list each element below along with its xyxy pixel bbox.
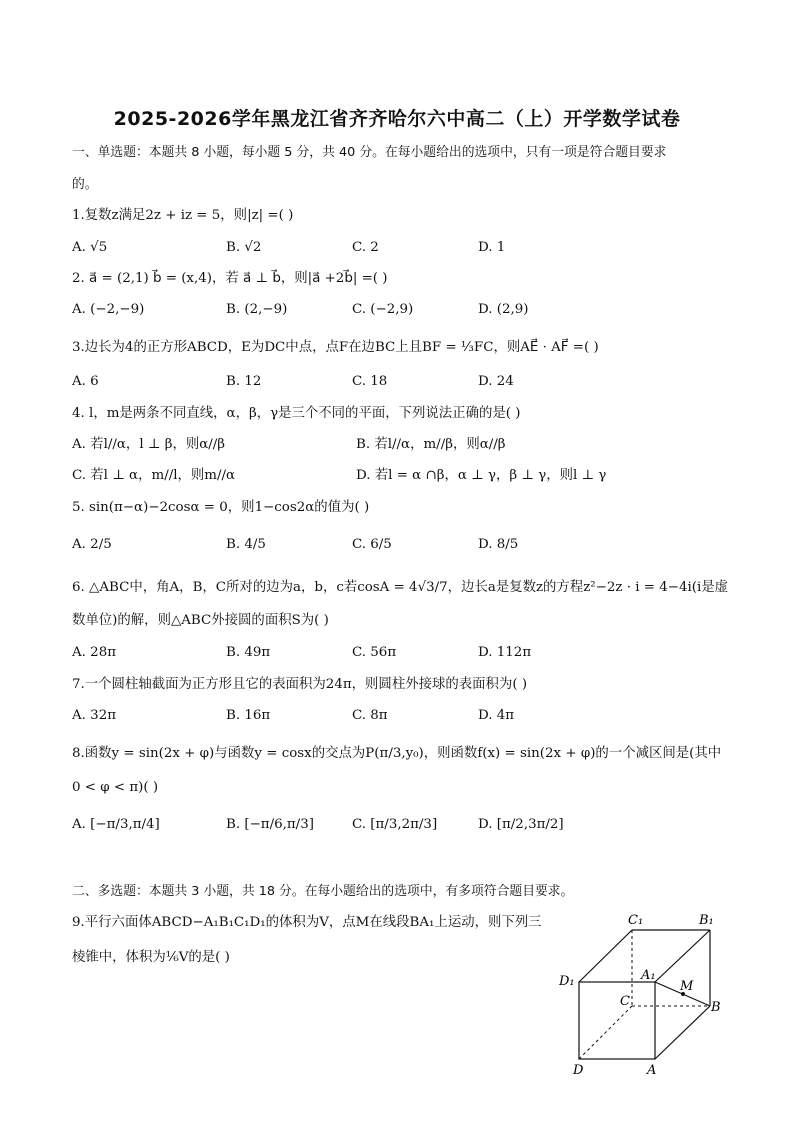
- label-a: A: [647, 1063, 657, 1078]
- question-8-stem: 8.函数y = sin(2x + φ)与函数y = cosx的交点为P(π/3,y₀)，则函数f(x) = sin(2x + φ)的一个减区间是(其中: [72, 746, 722, 761]
- option-b[interactable]: B. 49π: [226, 645, 271, 660]
- question-4-stem: 4. l，m是两条不同直线，α，β，γ是三个不同的平面，下列说法正确的是( ): [72, 406, 521, 421]
- label-m: M: [680, 979, 694, 994]
- option-b[interactable]: B. √2: [226, 240, 262, 255]
- option-d[interactable]: D. (2,9): [478, 302, 529, 317]
- question-6-stem: 6. △ABC中，角A，B，C所对的边为a，b，c若cosA = 4√3/7，边长a是复数z的方程z²−2z · i = 4−4i(i是虚: [72, 580, 729, 595]
- option-c[interactable]: C. [π/3,2π/3]: [352, 817, 438, 832]
- question-9-stem-cont: 棱锥中，体积为⅙V的是( ): [72, 950, 230, 965]
- option-a[interactable]: A. 32π: [72, 708, 117, 723]
- option-a[interactable]: A. [−π/3,π/4]: [72, 817, 160, 832]
- option-c[interactable]: C. 56π: [352, 645, 397, 660]
- option-b[interactable]: B. 若l//α，m//β，则α//β: [356, 437, 506, 452]
- option-a[interactable]: A. 28π: [72, 645, 117, 660]
- question-7-stem: 7.一个圆柱轴截面为正方形且它的表面积为24π，则圆柱外接球的表面积为( ): [72, 677, 528, 692]
- option-b[interactable]: B. 12: [226, 374, 262, 389]
- option-d[interactable]: D. 8/5: [478, 537, 519, 552]
- option-c[interactable]: C. 2: [352, 240, 379, 255]
- question-6-stem-cont: 数单位)的解，则△ABC外接圆的面积S为( ): [72, 613, 329, 628]
- option-d[interactable]: D. 24: [478, 374, 514, 389]
- label-b1: B₁: [699, 913, 714, 928]
- question-2-stem: 2. a⃗ = (2,1) b⃗ = (x,4)，若 a⃗ ⊥ b⃗，则|a⃗ +2b⃗| =( ): [72, 271, 388, 286]
- option-c[interactable]: C. 8π: [352, 708, 388, 723]
- question-8-stem-cont: 0 < φ < π)( ): [72, 780, 159, 795]
- label-d1: D₁: [559, 974, 575, 989]
- option-d[interactable]: D. [π/2,3π/2]: [478, 817, 564, 832]
- label-a1: A₁: [641, 968, 656, 983]
- option-a[interactable]: A. 6: [72, 374, 99, 389]
- question-3-stem: 3.边长为4的正方形ABCD，E为DC中点，点F在边BC上且BF = ⅓FC，则AE⃗ · AF⃗ =( ): [72, 340, 599, 355]
- option-d[interactable]: D. 若l = α ∩β，α ⊥ γ，β ⊥ γ，则l ⊥ γ: [356, 468, 607, 483]
- option-a[interactable]: A. 若l//α，l ⊥ β，则α//β: [72, 437, 226, 452]
- option-c[interactable]: C. 18: [352, 374, 388, 389]
- option-c[interactable]: C. (−2,9): [352, 302, 414, 317]
- option-d[interactable]: D. 1: [478, 240, 506, 255]
- label-d: D: [573, 1063, 584, 1078]
- question-1-stem: 1.复数z满足2z + iz = 5，则|z| =( ): [72, 208, 294, 223]
- page-title: 2025-2026学年黑龙江省齐齐哈尔六中高二（上）开学数学试卷: [113, 108, 681, 130]
- option-a[interactable]: A. √5: [72, 240, 108, 255]
- option-b[interactable]: B. 4/5: [226, 537, 266, 552]
- option-a[interactable]: A. 2/5: [72, 537, 112, 552]
- question-9-stem: 9.平行六面体ABCD−A₁B₁C₁D₁的体积为V，点M在线段BA₁上运动，则下列三: [72, 915, 542, 930]
- question-5-stem: 5. sin(π−α)−2cosα = 0，则1−cos2α的值为( ): [72, 500, 370, 515]
- option-b[interactable]: B. (2,−9): [226, 302, 288, 317]
- section1-heading-cont: 的。: [72, 177, 98, 192]
- option-b[interactable]: B. 16π: [226, 708, 271, 723]
- option-a[interactable]: A. (−2,−9): [72, 302, 145, 317]
- parallelepiped-figure: [550, 905, 730, 1080]
- option-d[interactable]: D. 4π: [478, 708, 515, 723]
- option-b[interactable]: B. [−π/6,π/3]: [226, 817, 314, 832]
- option-c[interactable]: C. 若l ⊥ α，m//l，则m//α: [72, 468, 236, 483]
- section2-heading: 二、多选题：本题共 3 小题，共 18 分。在每小题给出的选项中，有多项符合题目要求。: [72, 884, 574, 899]
- label-c: C: [620, 994, 630, 1009]
- option-c[interactable]: C. 6/5: [352, 537, 392, 552]
- label-b: B: [711, 1000, 721, 1015]
- section1-heading: 一、单选题：本题共 8 小题，每小题 5 分，共 40 分。在每小题给出的选项中，只有一项是符合题目要求: [72, 145, 667, 160]
- option-d[interactable]: D. 112π: [478, 645, 532, 660]
- label-c1: C₁: [628, 913, 644, 928]
